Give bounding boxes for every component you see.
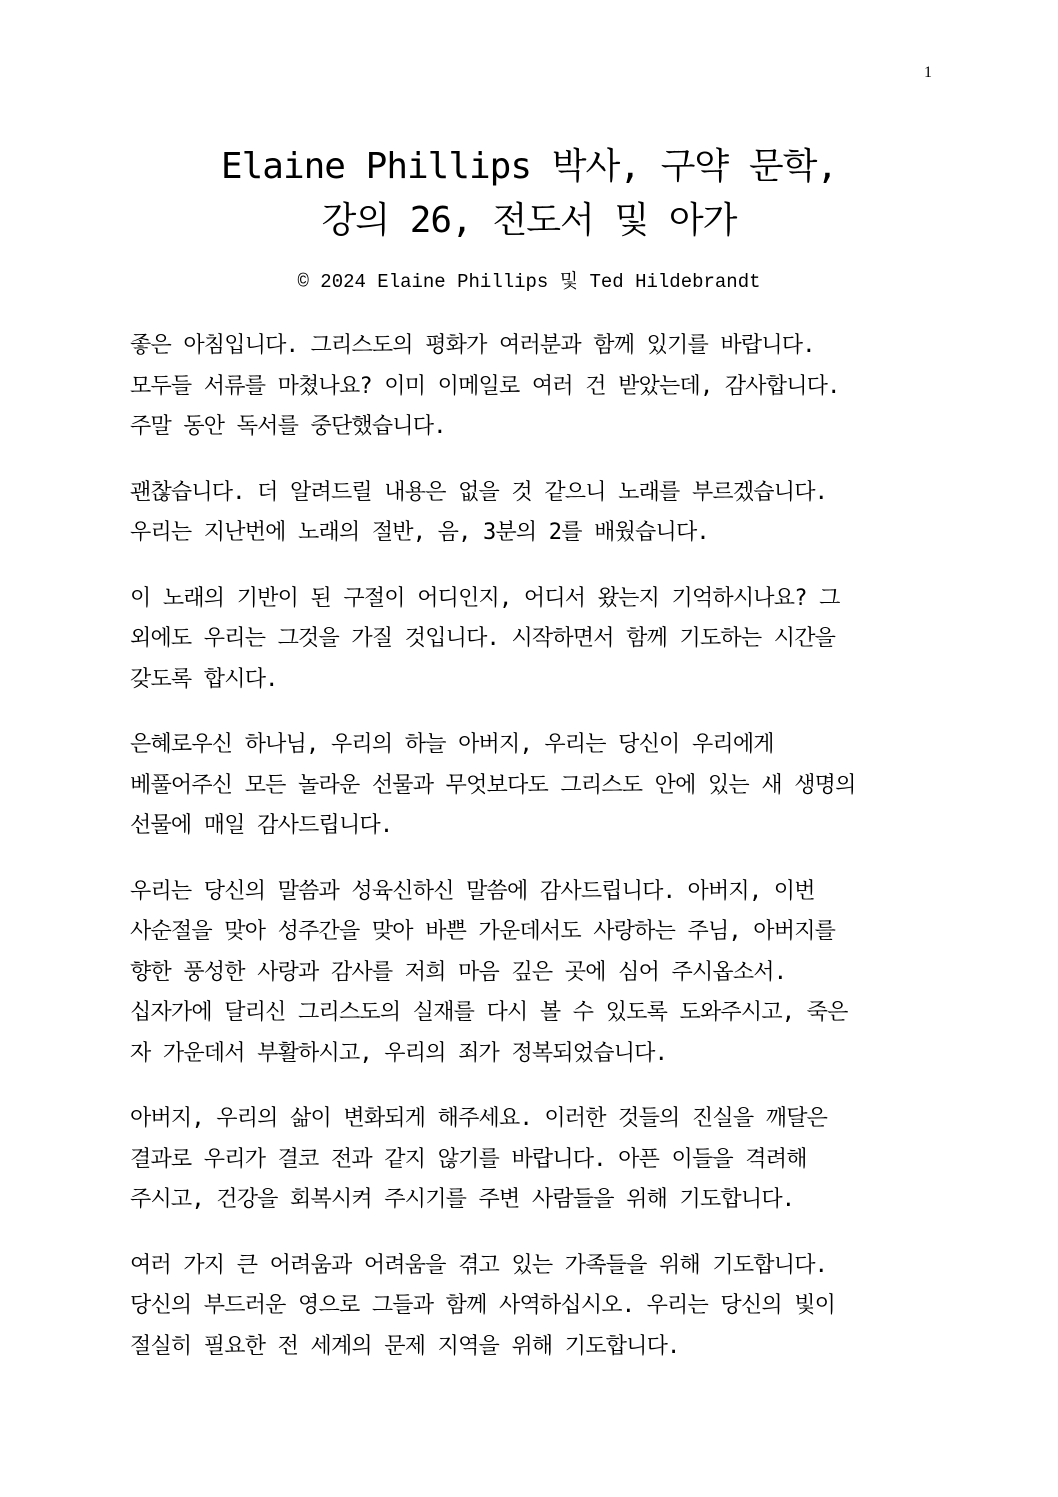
paragraph-line: 모두들 서류를 마쳤나요? 이미 이메일로 여러 건 받았는데, 감사합니다. [130, 373, 840, 399]
paragraph-line: 아버지, 우리의 삶이 변화되게 해주세요. 이러한 것들의 진실을 깨달은 [130, 1106, 828, 1131]
paragraph-line: 주시고, 건강을 회복시켜 주시기를 주변 사람들을 위해 기도합니다. [130, 1187, 795, 1212]
paragraph-line: 선물에 매일 감사드립니다. [130, 813, 393, 838]
paragraph-line: 갖도록 합시다. [130, 666, 278, 692]
paragraph-2 [130, 473, 940, 554]
paragraph-line: 결과로 우리가 결코 전과 같지 않기를 바랍니다. 아픈 이들을 격려해 [130, 1146, 807, 1172]
paragraph-line: 자 가운데서 부활하시고, 우리의 죄가 정복되었습니다. [130, 1040, 668, 1066]
paragraph-7 [130, 1246, 940, 1368]
document-title [0, 140, 1058, 248]
paragraph-3 [130, 579, 940, 701]
paragraph-line: 십자가에 달리신 그리스도의 실재를 다시 볼 수 있도록 도와주시고, 죽은 [130, 1000, 848, 1025]
paragraph-line: 절실히 필요한 전 세계의 문제 지역을 위해 기도합니다. [130, 1333, 680, 1359]
paragraph-line: 은혜로우신 하나님, 우리의 하늘 아버지, 우리는 당신이 우리에게 [130, 732, 774, 757]
title-line-2: 강의 26, 전도서 및 아가 [321, 200, 737, 241]
paragraph-line: 좋은 아침입니다. 그리스도의 평화가 여러분과 함께 있기를 바랍니다. [130, 333, 815, 358]
paragraph-1 [130, 326, 940, 448]
paragraph-line: 향한 풍성한 사랑과 감사를 저희 마음 깊은 곳에 심어 주시옵소서. [130, 959, 787, 985]
paragraph-4 [130, 725, 940, 847]
paragraph-line: 우리는 당신의 말씀과 성육신하신 말씀에 감사드립니다. 아버지, 이번 [130, 878, 815, 904]
copyright-notice: © 2024 Elaine Phillips 및 Ted Hildebrandt [297, 271, 761, 293]
paragraph-line: 당신의 부드러운 영으로 그들과 함께 사역하십시오. 우리는 당신의 빛이 [130, 1293, 836, 1318]
paragraph-line: 우리는 지난번에 노래의 절반, 음, 3분의 2를 배웠습니다. [130, 520, 709, 545]
page-number: 1 [924, 64, 932, 81]
paragraph-line: 괜찮습니다. 더 알려드릴 내용은 없을 것 같으니 노래를 부르겠습니다. [130, 479, 828, 505]
paragraph-line: 여러 가지 큰 어려움과 어려움을 겪고 있는 가족들을 위해 기도합니다. [130, 1252, 828, 1278]
paragraph-line: 외에도 우리는 그것을 가질 것입니다. 시작하면서 함께 기도하는 시간을 [130, 626, 836, 651]
paragraph-line: 사순절을 맞아 성주간을 맞아 바쁜 가운데서도 사랑하는 주님, 아버지를 [130, 919, 836, 944]
paragraph-line: 주말 동안 독서를 중단했습니다. [130, 414, 446, 439]
paragraph-5 [130, 872, 940, 1075]
paragraph-line: 베풀어주신 모든 놀라운 선물과 무엇보다도 그리스도 안에 있는 새 생명의 [130, 772, 856, 798]
paragraph-line: 이 노래의 기반이 된 구절이 어디인지, 어디서 왔는지 기억하시나요? 그 [130, 585, 840, 611]
title-line-1: Elaine Phillips 박사, 구약 문학, [220, 146, 838, 187]
transcript-body [130, 326, 940, 1392]
paragraph-6 [130, 1099, 940, 1221]
